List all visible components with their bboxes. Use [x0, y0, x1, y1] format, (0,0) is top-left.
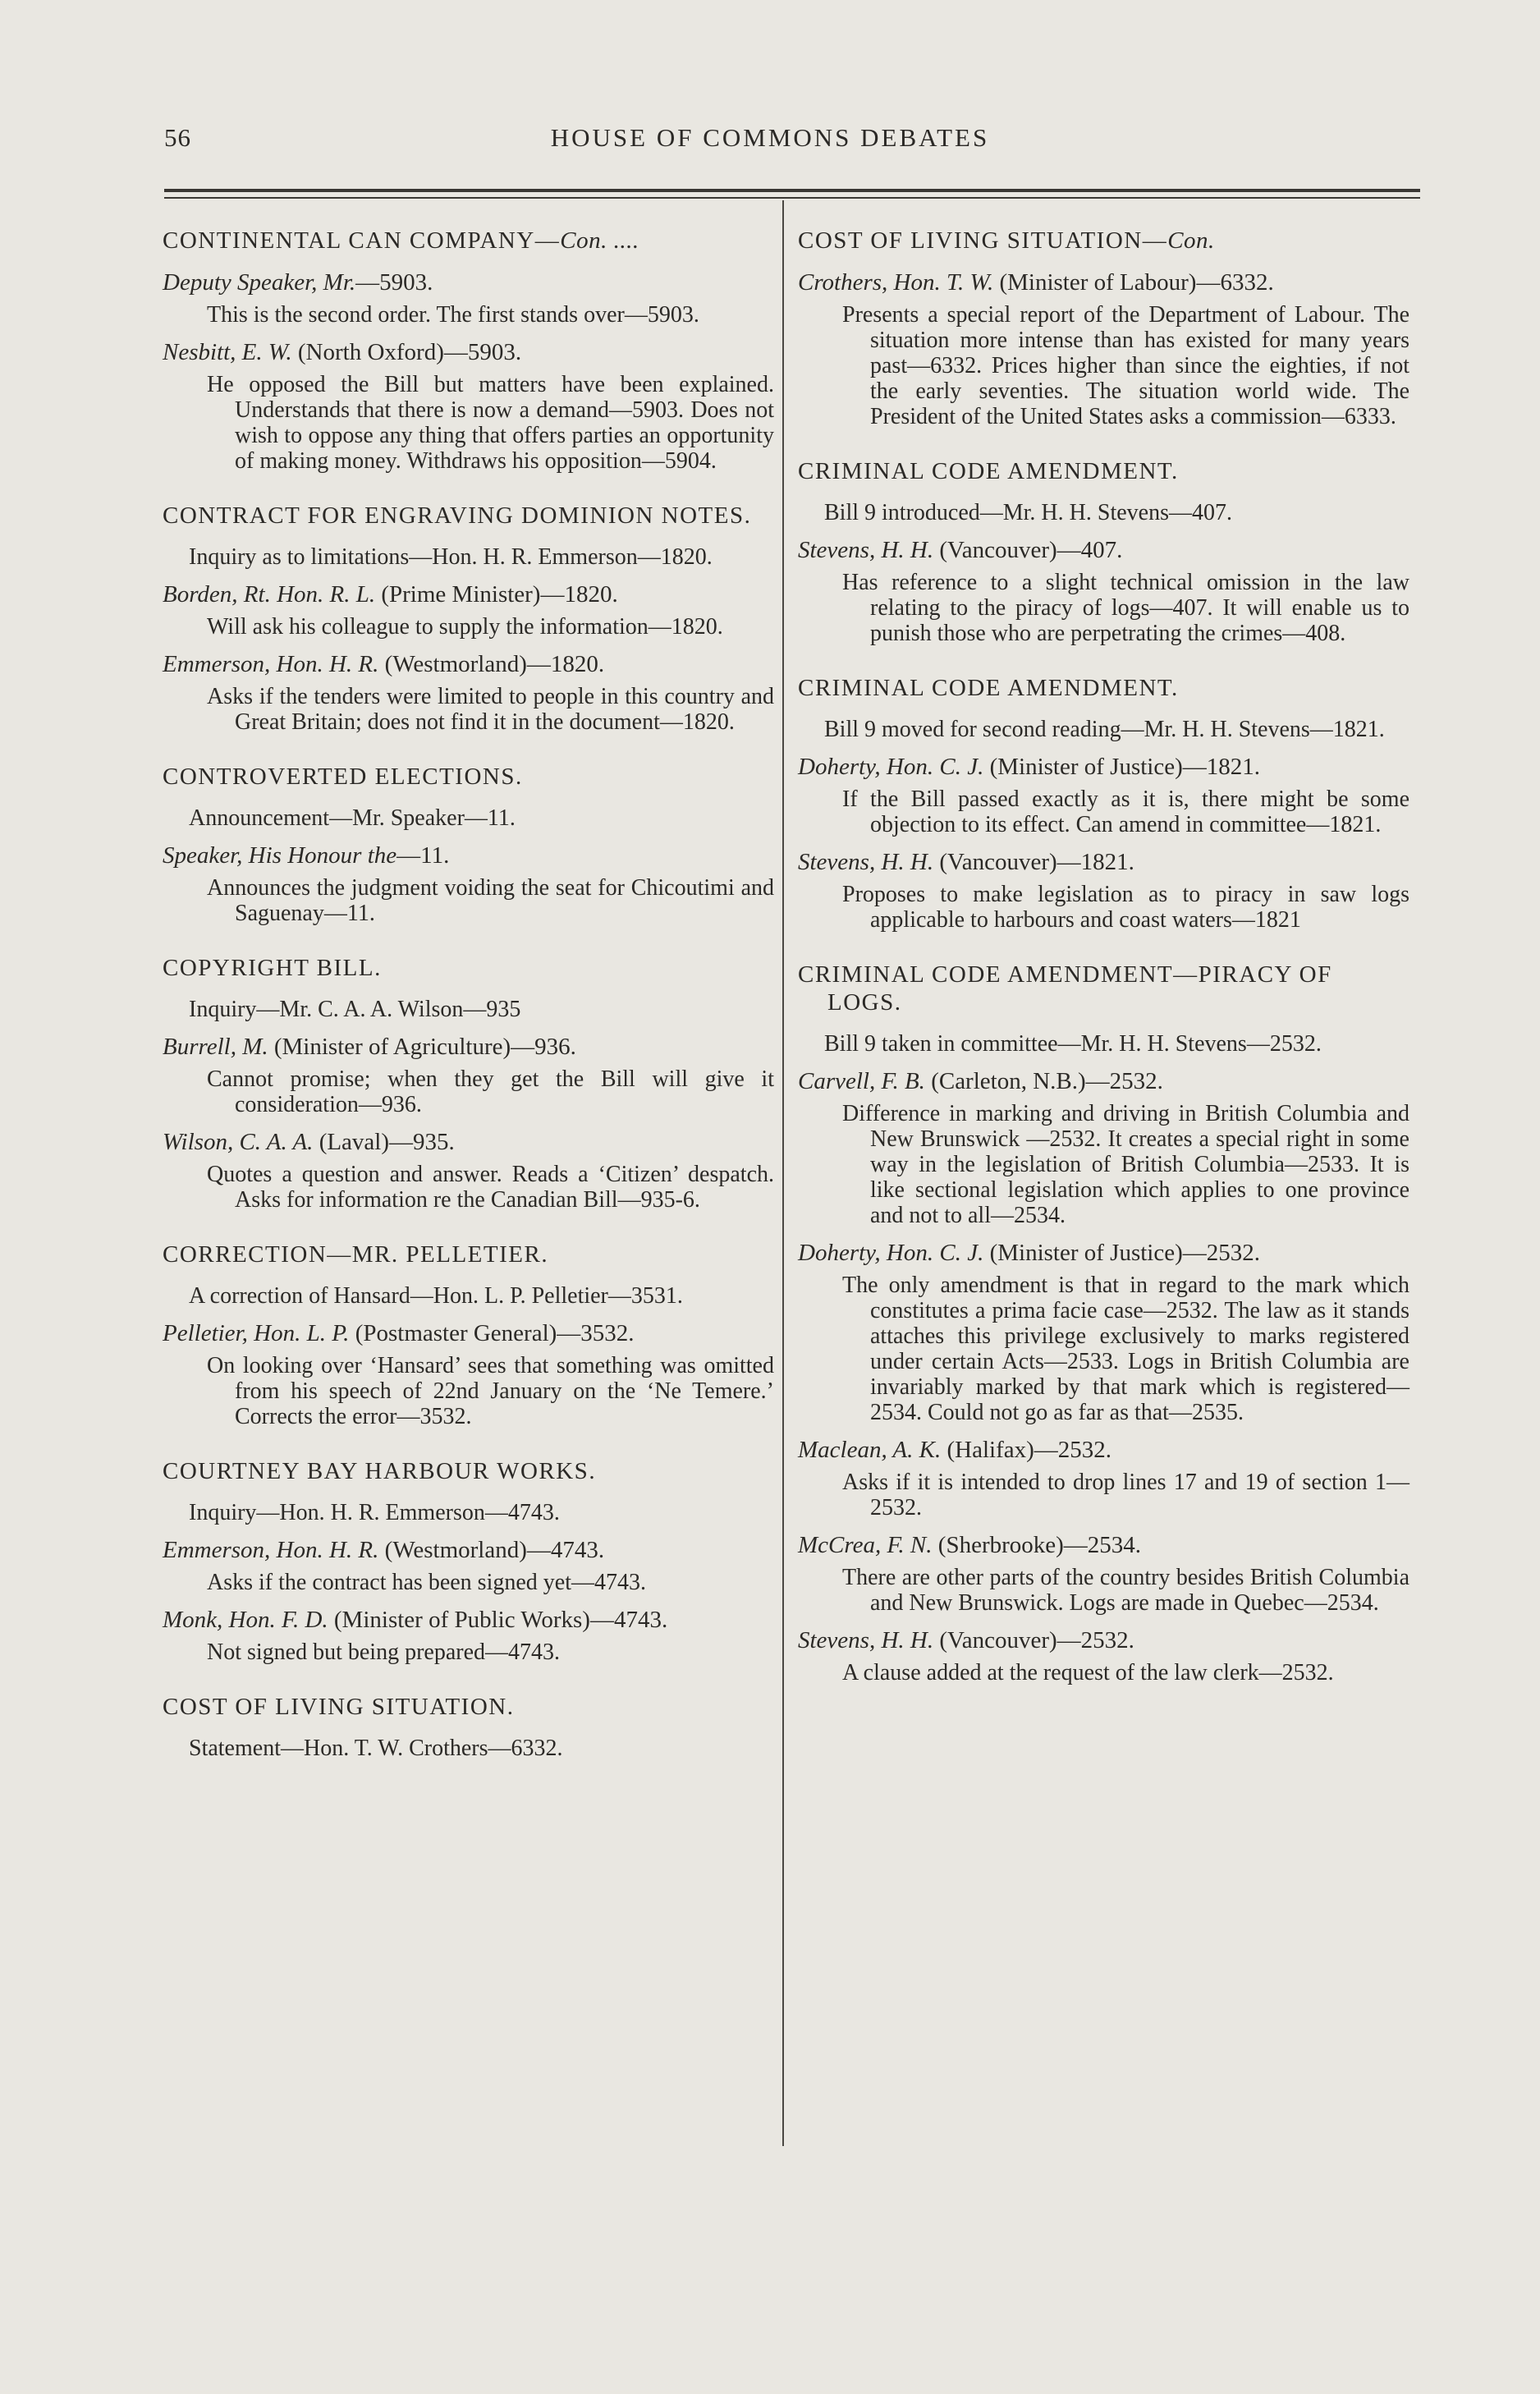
speech-summary: Will ask his colleague to supply the information—1820. — [207, 614, 723, 640]
speech-summary: This is the second order. The first stands over—5903. — [207, 302, 699, 328]
index-reference: Announcement—Mr. Speaker—11. — [189, 805, 516, 831]
speech-summary: He opposed the Bill but matters have been explained. Understands that there is now a demand—5903. Does not wish to oppose any thing that offers parties an opportunity of making money. Withdraws his opposition—5904. — [207, 372, 774, 474]
speaker-entry — [163, 842, 774, 869]
speaker-name: Emmerson, Hon. H. R. — [163, 651, 379, 677]
speaker-detail: (Minister of Justice)—1821. — [983, 754, 1261, 780]
speaker-entry — [163, 1320, 774, 1346]
speaker-detail: —11. — [396, 842, 450, 869]
speaker-detail: (Westmorland)—4743. — [378, 1537, 605, 1563]
speaker-detail: (Sherbrooke)—2534. — [932, 1532, 1142, 1558]
speech-summary: The only amendment is that in regard to the mark which constitutes a prima facie case—2532. The law as it stands attaches this privilege exclusively to marks registered under certain Acts—2533. Logs in British Columbia are invariably marked by that mark which is registered—2534. Could not go as far as that—2535. — [842, 1273, 1409, 1425]
speaker-entry — [163, 581, 774, 608]
speaker-name: Monk, Hon. F. D. — [163, 1607, 328, 1633]
speech-summary: Asks if the tenders were limited to people in this country and Great Britain; does not find it in the document—1820. — [207, 684, 774, 735]
speech-summary: Not signed but being prepared—4743. — [207, 1640, 561, 1665]
index-reference: Bill 9 moved for second reading—Mr. H. H. Stevens—1821. — [824, 717, 1385, 742]
speaker-detail: (Vancouver)—2532. — [933, 1627, 1134, 1653]
section-heading — [163, 227, 774, 255]
speaker-entry — [163, 1607, 774, 1633]
speech-summary: Announces the judgment voiding the seat for Chicoutimi and Saguenay—11. — [207, 875, 774, 926]
speaker-name: Emmerson, Hon. H. R. — [163, 1537, 379, 1563]
speaker-name: Wilson, C. A. A. — [163, 1129, 314, 1155]
section-heading — [798, 961, 1409, 1016]
section-heading-text: CONTROVERTED ELECTIONS. — [163, 764, 523, 790]
section-heading — [163, 1241, 774, 1268]
speech-summary: Asks if the contract has been signed yet—4743. — [207, 1570, 646, 1595]
speaker-detail: (North Oxford)—5903. — [291, 339, 522, 365]
section-heading-text: CRIMINAL CODE AMENDMENT. — [798, 675, 1179, 701]
index-reference: A correction of Hansard—Hon. L. P. Pelletier—3531. — [189, 1283, 683, 1309]
index-reference: Inquiry—Mr. C. A. A. Wilson—935 — [189, 997, 521, 1022]
continued-marker: Con. — [1167, 227, 1215, 254]
speech-summary: Cannot promise; when they get the Bill will give it consideration—936. — [207, 1066, 774, 1117]
section-heading-text: COPYRIGHT BILL. — [163, 955, 382, 981]
speech-summary: Proposes to make legislation as to piracy in saw logs applicable to harbours and coast waters—1821 — [842, 882, 1409, 933]
speech-summary: A clause added at the request of the law clerk—2532. — [842, 1660, 1334, 1685]
speaker-name: Stevens, H. H. — [798, 1627, 934, 1653]
index-reference: Inquiry—Hon. H. R. Emmerson—4743. — [189, 1500, 560, 1525]
section-heading-text: COURTNEY BAY HARBOUR WORKS. — [163, 1458, 597, 1484]
section-heading — [163, 502, 774, 530]
speaker-name: Stevens, H. H. — [798, 537, 934, 563]
index-reference: Bill 9 taken in committee—Mr. H. H. Stevens—2532. — [824, 1031, 1322, 1057]
section-heading — [798, 227, 1409, 255]
speaker-entry — [798, 1627, 1409, 1653]
speaker-detail: (Vancouver)—407. — [933, 537, 1123, 563]
speaker-entry — [163, 1129, 774, 1155]
section-heading — [163, 954, 774, 982]
page-number: 56 — [164, 123, 191, 152]
speech-summary: Asks if it is intended to drop lines 17 and 19 of section 1—2532. — [842, 1470, 1409, 1520]
speaker-entry — [163, 269, 774, 296]
speaker-detail: (Carleton, N.B.)—2532. — [924, 1068, 1163, 1094]
header-rule-thick — [164, 189, 1420, 192]
speaker-entry — [798, 849, 1409, 875]
speaker-name: Nesbitt, E. W. — [163, 339, 292, 365]
speech-summary: There are other parts of the country besides British Columbia and New Brunswick. Logs are made in Quebec—2534. — [842, 1565, 1409, 1616]
header-rule-thin — [164, 197, 1420, 199]
speaker-entry — [798, 754, 1409, 780]
speaker-entry — [798, 537, 1409, 563]
speaker-detail: (Minister of Public Works)—4743. — [328, 1607, 668, 1633]
speaker-entry — [163, 1537, 774, 1563]
speech-summary: If the Bill passed exactly as it is, there might be some objection to its effect. Can amend in committee—1821. — [842, 787, 1409, 837]
section-heading-text: CONTINENTAL CAN COMPANY— — [163, 227, 561, 254]
speaker-name: Stevens, H. H. — [798, 849, 934, 875]
speaker-detail: (Westmorland)—1820. — [378, 651, 605, 677]
speech-summary: Has reference to a slight technical omission in the law relating to the piracy of logs—407. It will enable us to punish those who are perpetrating the crimes—408. — [842, 570, 1409, 646]
speaker-entry — [798, 1068, 1409, 1094]
speaker-detail: (Halifax)—2532. — [941, 1437, 1112, 1463]
speaker-name: Carvell, F. B. — [798, 1068, 925, 1094]
section-heading — [798, 674, 1409, 702]
speaker-detail: (Minister of Labour)—6332. — [993, 269, 1274, 296]
speaker-detail: (Prime Minister)—1820. — [375, 581, 618, 608]
speaker-entry — [163, 339, 774, 365]
section-heading — [798, 457, 1409, 485]
speaker-detail: (Vancouver)—1821. — [933, 849, 1134, 875]
section-heading-text: COST OF LIVING SITUATION. — [163, 1694, 515, 1720]
speaker-name: Pelletier, Hon. L. P. — [163, 1320, 350, 1346]
speaker-name: Deputy Speaker, Mr. — [163, 269, 356, 296]
left-column — [163, 222, 774, 1771]
section-heading-text: CONTRACT FOR ENGRAVING DOMINION NOTES. — [163, 502, 752, 529]
speaker-detail: —5903. — [355, 269, 433, 296]
speaker-entry — [798, 1437, 1409, 1463]
speaker-entry — [163, 651, 774, 677]
index-reference: Bill 9 introduced—Mr. H. H. Stevens—407. — [824, 500, 1232, 525]
speech-summary: On looking over ‘Hansard’ sees that something was omitted from his speech of 22nd January on the ‘Ne Temere.’ Corrects the error—3532. — [207, 1353, 774, 1429]
speaker-detail: (Postmaster General)—3532. — [349, 1320, 635, 1346]
speaker-detail: (Minister of Justice)—2532. — [983, 1240, 1261, 1266]
section-heading — [163, 1693, 774, 1721]
speaker-name: Crothers, Hon. T. W. — [798, 269, 994, 296]
section-heading — [163, 763, 774, 791]
speaker-name: McCrea, F. N. — [798, 1532, 933, 1558]
right-column — [798, 222, 1409, 1695]
speaker-name: Burrell, M. — [163, 1034, 268, 1060]
speech-summary: Quotes a question and answer. Reads a ‘Citizen’ despatch. Asks for information re the Canadian Bill—935-6. — [207, 1162, 774, 1213]
section-heading-text: CORRECTION—MR. PELLETIER. — [163, 1241, 549, 1268]
speaker-entry — [798, 1240, 1409, 1266]
speaker-name: Doherty, Hon. C. J. — [798, 754, 984, 780]
speech-summary: Difference in marking and driving in British Columbia and New Brunswick —2532. It creates a special right in some way in the legislation of British Columbia—2533. It is like sectional legislation which applies to one province and not to all—2534. — [842, 1101, 1409, 1228]
speaker-entry — [798, 269, 1409, 296]
section-heading-text: CRIMINAL CODE AMENDMENT—PIRACY OF LOGS. — [798, 961, 1332, 1016]
speaker-detail: (Minister of Agriculture)—936. — [268, 1034, 576, 1060]
speaker-name: Borden, Rt. Hon. R. L. — [163, 581, 376, 608]
speaker-detail: (Laval)—935. — [313, 1129, 455, 1155]
section-heading — [163, 1457, 774, 1485]
running-head: HOUSE OF COMMONS DEBATES — [550, 123, 990, 152]
speech-summary: Presents a special report of the Department of Labour. The situation more intense than has existed for many years past—6332. Prices higher than since the eighties, if not the early seventies. The situation world wide. The President of the United States asks a commission—6333. — [842, 302, 1409, 429]
index-reference: Statement—Hon. T. W. Crothers—6332. — [189, 1736, 563, 1761]
section-heading-text: CRIMINAL CODE AMENDMENT. — [798, 458, 1179, 484]
speaker-entry — [163, 1034, 774, 1060]
speaker-name: Doherty, Hon. C. J. — [798, 1240, 984, 1266]
index-reference: Inquiry as to limitations—Hon. H. R. Emmerson—1820. — [189, 544, 713, 570]
speaker-entry — [798, 1532, 1409, 1558]
speaker-name: Speaker, His Honour the — [163, 842, 397, 869]
section-heading-text: COST OF LIVING SITUATION— — [798, 227, 1168, 254]
continued-marker: Con. .... — [560, 227, 639, 254]
column-divider — [782, 200, 784, 2146]
speaker-name: Maclean, A. K. — [798, 1437, 942, 1463]
